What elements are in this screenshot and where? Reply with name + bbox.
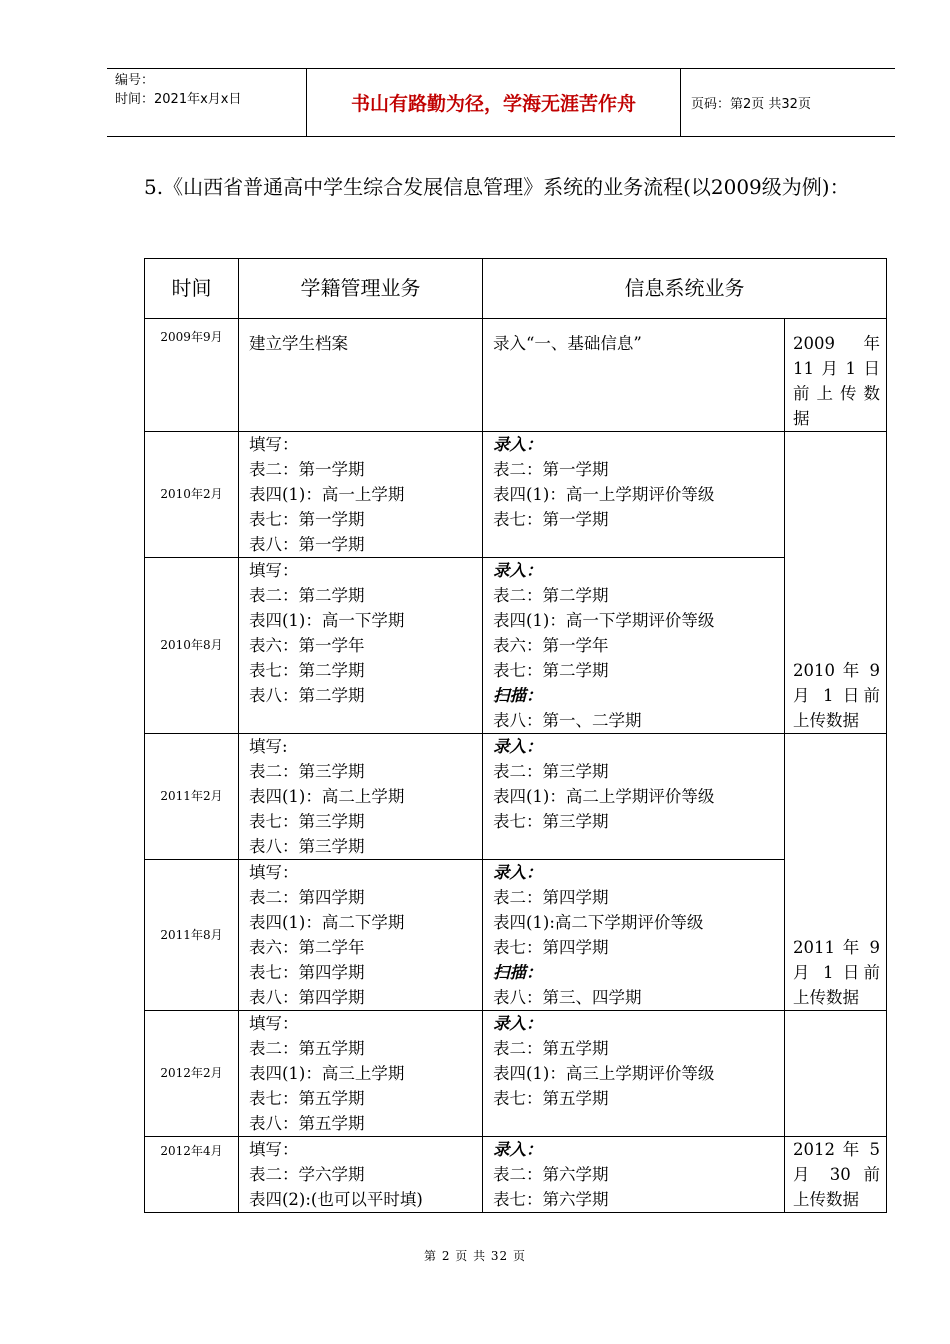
biz-line: 表六：第二学年 <box>249 938 365 957</box>
info-line: 录入“一、基础信息” <box>493 334 642 353</box>
info-action-label: 录入： <box>493 863 543 882</box>
row-biz <box>239 319 483 432</box>
biz-line: 表八：第一学期 <box>249 535 365 554</box>
row-biz <box>239 1011 483 1137</box>
col-header-time: 时间 <box>145 259 239 319</box>
biz-line: 表四(1)：高三上学期 <box>249 1064 405 1083</box>
info-line: 表二：第四学期 <box>493 888 609 907</box>
table-row <box>145 1011 887 1137</box>
upload-line: 上传数据 <box>793 711 859 730</box>
page-footer: 第 2 页 共 32 页 <box>424 1249 526 1263</box>
row-info <box>483 319 785 432</box>
info-action-label: 录入： <box>493 737 543 756</box>
col-header-biz: 学籍管理业务 <box>239 259 483 319</box>
upload-deadline-2012 <box>785 1137 887 1213</box>
biz-line: 填写： <box>249 1014 299 1033</box>
biz-line: 表七：第二学期 <box>249 661 365 680</box>
upload-line: 月 1 日前 <box>793 686 880 705</box>
biz-line: 表七：第一学期 <box>249 510 365 529</box>
biz-line: 表八：第五学期 <box>249 1114 365 1133</box>
biz-line: 表八：第三学期 <box>249 837 365 856</box>
biz-line: 表四(1)：高二上学期 <box>249 787 405 806</box>
upload-line: 前上传数 <box>793 384 880 403</box>
biz-line: 填写： <box>249 561 299 580</box>
biz-line: 建立学生档案 <box>249 334 348 353</box>
upload-line: 月 30 前 <box>793 1165 880 1184</box>
info-line: 表七：第三学期 <box>493 812 609 831</box>
table-row <box>145 558 887 734</box>
biz-line: 填写： <box>249 1140 299 1159</box>
info-action-label: 扫描： <box>493 963 543 982</box>
upload-deadline-2009 <box>785 319 887 432</box>
upload-deadline-2011 <box>785 734 887 1011</box>
info-action-label: 录入： <box>493 561 543 580</box>
table-row <box>145 319 887 432</box>
biz-line: 表四(1)：高一下学期 <box>249 611 405 630</box>
biz-line: 表二：第四学期 <box>249 888 365 907</box>
page-header <box>107 68 895 137</box>
table-row <box>145 1137 887 1213</box>
table-row <box>145 432 887 558</box>
row-info <box>483 432 785 558</box>
header-time: 时间：2021年x月x日 <box>115 92 242 107</box>
biz-line: 填写： <box>249 435 299 454</box>
row-time: 2012年4月 <box>145 1137 239 1213</box>
biz-line: 表二：学六学期 <box>249 1165 365 1184</box>
biz-line: 表二：第一学期 <box>249 460 365 479</box>
info-action-label: 扫描： <box>493 686 543 705</box>
upload-deadline-2010 <box>785 432 887 734</box>
col-header-info: 信息系统业务 <box>483 259 887 319</box>
upload-line: 2012 年 5 <box>793 1140 880 1159</box>
biz-line: 表二：第三学期 <box>249 762 365 781</box>
info-line: 表七：第一学期 <box>493 510 609 529</box>
info-line: 表六：第一学年 <box>493 636 609 655</box>
upload-line: 上传数据 <box>793 988 859 1007</box>
biz-line: 填写: <box>249 737 288 756</box>
info-line: 表七：第二学期 <box>493 661 609 680</box>
info-action-label: 录入： <box>493 1014 543 1033</box>
biz-line: 表七：第三学期 <box>249 812 365 831</box>
row-time: 2010年2月 <box>145 432 239 558</box>
upload-deadline-empty <box>785 1011 887 1137</box>
row-info <box>483 860 785 1011</box>
workflow-table <box>144 258 887 1213</box>
row-time: 2011年2月 <box>145 734 239 860</box>
info-line: 表二：第五学期 <box>493 1039 609 1058</box>
biz-line: 表二：第五学期 <box>249 1039 365 1058</box>
upload-line: 11月1日 <box>793 359 880 378</box>
row-info <box>483 1011 785 1137</box>
biz-line: 表六：第一学年 <box>249 636 365 655</box>
row-info <box>483 1137 785 1213</box>
info-line: 表二：第三学期 <box>493 762 609 781</box>
info-line: 表四(1):高二下学期评价等级 <box>493 913 704 932</box>
header-number: 编号： <box>115 73 155 88</box>
header-motto: 书山有路勤为径，学海无涯苦作舟 <box>307 69 681 136</box>
info-line: 表七：第六学期 <box>493 1190 609 1209</box>
info-line: 表八：第一、二学期 <box>493 711 642 730</box>
upload-line: 2009 年 <box>793 334 880 353</box>
info-action-label: 录入： <box>493 1140 543 1159</box>
info-line: 表七：第四学期 <box>493 938 609 957</box>
row-biz <box>239 558 483 734</box>
row-biz <box>239 432 483 558</box>
info-line: 表四(1)：高二上学期评价等级 <box>493 787 715 806</box>
upload-line: 2011 年 9 <box>793 938 880 957</box>
upload-line: 上传数据 <box>793 1190 859 1209</box>
biz-line: 表四(2):(也可以平时填) <box>249 1190 423 1209</box>
info-line: 表四(1)：高三上学期评价等级 <box>493 1064 715 1083</box>
info-line: 表二：第二学期 <box>493 586 609 605</box>
upload-line: 月 1 日前 <box>793 963 880 982</box>
info-line: 表四(1)：高一下学期评价等级 <box>493 611 715 630</box>
row-info <box>483 734 785 860</box>
biz-line: 填写： <box>249 863 299 882</box>
table-row <box>145 734 887 860</box>
biz-line: 表七：第五学期 <box>249 1089 365 1108</box>
row-biz <box>239 1137 483 1213</box>
info-line: 表七：第五学期 <box>493 1089 609 1108</box>
biz-line: 表七：第四学期 <box>249 963 365 982</box>
biz-line: 表四(1)：高一上学期 <box>249 485 405 504</box>
info-line: 表八：第三、四学期 <box>493 988 642 1007</box>
section-heading: 5.《山西省普通高中学生综合发展信息管理》系统的业务流程(以2009级为例)： <box>144 175 850 199</box>
upload-line: 2010 年 9 <box>793 661 880 680</box>
upload-line: 据 <box>793 409 810 428</box>
info-line: 表四(1)：高一上学期评价等级 <box>493 485 715 504</box>
info-line: 表二：第六学期 <box>493 1165 609 1184</box>
row-biz <box>239 734 483 860</box>
row-biz <box>239 860 483 1011</box>
row-time: 2009年9月 <box>145 319 239 432</box>
info-action-label: 录入： <box>493 435 543 454</box>
row-time: 2010年8月 <box>145 558 239 734</box>
biz-line: 表四(1)：高二下学期 <box>249 913 405 932</box>
biz-line: 表八：第二学期 <box>249 686 365 705</box>
row-time: 2012年2月 <box>145 1011 239 1137</box>
table-row <box>145 860 887 1011</box>
row-info <box>483 558 785 734</box>
row-time: 2011年8月 <box>145 860 239 1011</box>
info-line: 表二：第一学期 <box>493 460 609 479</box>
table-header-row <box>145 259 887 319</box>
biz-line: 表二：第二学期 <box>249 586 365 605</box>
header-page-info: 页码：第2页 共32页 <box>691 97 811 112</box>
biz-line: 表八：第四学期 <box>249 988 365 1007</box>
header-meta <box>107 69 307 136</box>
